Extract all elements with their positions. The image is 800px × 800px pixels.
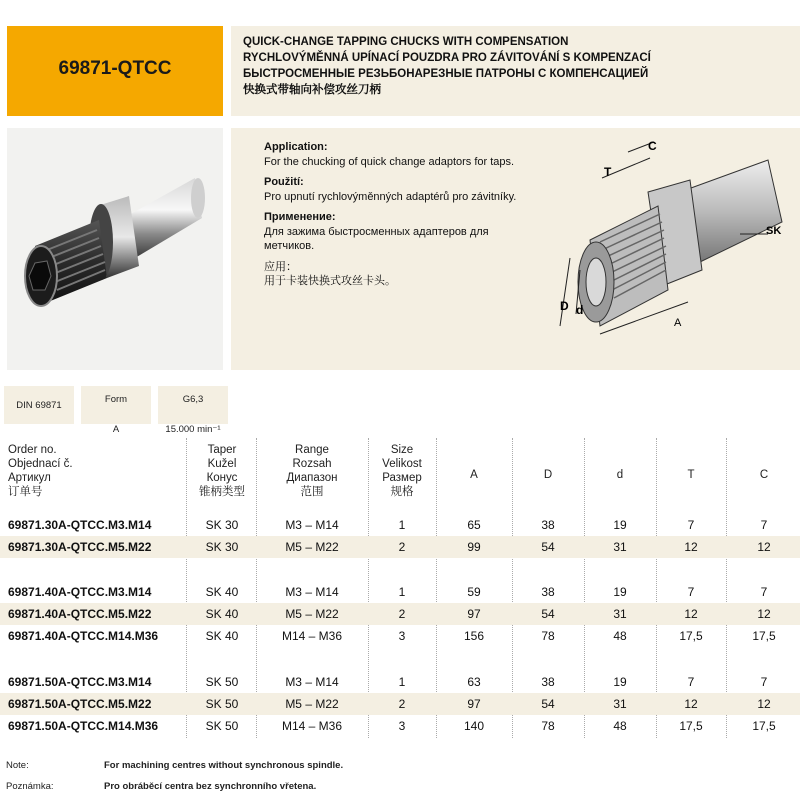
cell-a: 97 [467,697,481,711]
cell-d: 54 [541,607,555,621]
header-range [258,443,366,499]
cell-size: 3 [398,719,406,733]
cell-d: 31 [613,540,627,554]
cell-d: 38 [541,518,555,532]
cell-taper: SK 30 [205,540,239,554]
table-row [0,625,800,647]
header-size-ru: Размер [382,472,422,484]
diagram-label-sk: SK [766,225,782,237]
application-label-ru: Применение: [264,211,336,223]
diagram-label-t: T [604,165,612,179]
table-row [0,536,800,558]
cell-a: 65 [467,518,481,532]
cell-t: 12 [684,697,698,711]
table-row [0,581,800,603]
cell-d: 48 [613,629,627,643]
header-c: C [759,469,769,481]
order-number: 69871.50A-QTCC.M3.M14 [8,675,152,689]
header-size-cz: Velikost [382,458,422,470]
product-photo [7,128,223,370]
cell-size: 2 [398,540,406,554]
balance-grade: G6,3 [182,394,204,405]
cell-d: 38 [541,675,555,689]
cell-d: 31 [613,607,627,621]
title-cn: 快换式带轴向补偿攻丝刀柄 [243,84,381,96]
cell-t: 17,5 [679,629,703,643]
form-value: A [112,424,120,435]
title-en: QUICK-CHANGE TAPPING CHUCKS WITH COMPENSATION [243,36,569,48]
cell-taper: SK 30 [205,518,239,532]
header-size-en: Size [390,444,414,456]
application-label-en: Application: [264,141,328,153]
cell-a: 97 [467,607,481,621]
cell-taper: SK 50 [205,719,239,733]
note-text-en-bold: For machining centres without synchronous spindle. [104,760,344,771]
cell-a: 140 [463,719,485,733]
cell-t: 12 [684,540,698,554]
order-number: 69871.40A-QTCC.M5.M22 [8,607,152,621]
form-badge [81,386,151,435]
order-number: 69871.50A-QTCC.M14.M36 [8,719,159,733]
header-d-big: D [543,469,553,481]
cell-range: M5 – M22 [285,540,339,554]
din-badge [4,386,74,424]
order-number: 69871.30A-QTCC.M5.M22 [8,540,152,554]
cell-c: 17,5 [752,629,776,643]
cell-d: 38 [541,585,555,599]
cell-c: 12 [757,697,771,711]
cell-a: 63 [467,675,481,689]
header-taper-ru: Конус [206,472,238,484]
cell-d: 78 [541,629,555,643]
cell-d: 54 [541,540,555,554]
diagram-label-d-big: D [560,299,569,313]
tapping-chuck-photo-icon [7,128,223,370]
application-text-ru: Для зажима быстросменных адаптеров для метчиков. [264,225,489,252]
application-text [264,140,524,295]
cell-taper: SK 50 [205,675,239,689]
cell-size: 1 [398,585,406,599]
cell-a: 99 [467,540,481,554]
cell-range: M14 – M36 [281,629,343,643]
cell-range: M5 – M22 [285,607,339,621]
cell-size: 3 [398,629,406,643]
order-number: 69871.40A-QTCC.M14.M36 [8,629,159,643]
table-row [0,715,800,737]
cell-t: 7 [687,675,695,689]
header-taper [190,443,254,499]
header-d-small: d [616,469,624,481]
header-order [8,443,73,499]
title-cz: RYCHLOVÝMĚNNÁ UPÍNACÍ POUZDRA PRO ZÁVITOVÁNÍ S KOMPENZACÍ [243,52,651,64]
cell-taper: SK 40 [205,607,239,621]
balance-badge [158,386,228,435]
cell-c: 12 [757,607,771,621]
cell-range: M14 – M36 [281,719,343,733]
cell-t: 12 [684,607,698,621]
header-t: T [687,469,695,481]
title-box [231,26,800,116]
cell-c: 7 [760,675,768,689]
application-text-en: For the chucking of quick change adaptors for taps. [264,155,515,168]
header-taper-en: Taper [207,444,237,456]
cell-range: M3 – M14 [285,518,339,532]
product-code: 69871-QTCC [58,58,172,79]
header-a: A [470,469,478,481]
cell-d: 19 [613,518,627,532]
cell-t: 7 [687,585,695,599]
header-taper-cn: 锥柄类型 [199,486,245,498]
cell-size: 1 [398,675,406,689]
cell-d: 19 [613,585,627,599]
header-taper-cz: Kužel [207,458,237,470]
cell-d: 31 [613,697,627,711]
note-text-cz [104,781,316,792]
cell-t: 7 [687,518,695,532]
cell-size: 2 [398,607,406,621]
header-size-cn: 规格 [390,486,414,498]
table-row [0,671,800,693]
header-range-ru: Диапазон [286,472,338,484]
application-text-cn: 用于卡装快换式攻丝卡头。 [264,275,396,287]
cell-t: 17,5 [679,719,703,733]
header-order-ru: Артикул [8,472,51,484]
header-range-cz: Rozsah [292,458,332,470]
cell-taper: SK 50 [205,697,239,711]
cell-a: 156 [463,629,485,643]
order-number: 69871.30A-QTCC.M3.M14 [8,518,152,532]
cell-size: 2 [398,697,406,711]
cell-d: 78 [541,719,555,733]
form-label: Form [104,394,128,405]
cell-range: M3 – M14 [285,585,339,599]
max-speed: 15.000 min⁻¹ [165,424,221,435]
table-row [0,514,800,536]
diagram-label-c: C [648,139,657,153]
header-range-cn: 范围 [300,486,324,498]
note-label-en: Note: [6,760,29,771]
diagram-label-d-small: d [576,303,584,317]
header-range-en: Range [295,444,329,456]
cell-d: 48 [613,719,627,733]
application-label-cz: Použití: [264,176,304,188]
header-size [370,443,434,499]
cell-taper: SK 40 [205,585,239,599]
cell-c: 7 [760,518,768,532]
cell-taper: SK 40 [205,629,239,643]
table-row [0,693,800,715]
dimension-drawing [530,130,798,366]
cell-size: 1 [398,518,406,532]
cell-a: 59 [467,585,481,599]
note-text-en [104,760,343,771]
cell-c: 12 [757,540,771,554]
cell-range: M3 – M14 [285,675,339,689]
product-code-box [7,26,223,116]
header-order-en: Order no. [8,444,57,456]
cell-d: 54 [541,697,555,711]
table-row [0,603,800,625]
header-order-cz: Objednací č. [8,458,73,470]
cell-c: 7 [760,585,768,599]
order-number: 69871.40A-QTCC.M3.M14 [8,585,152,599]
cell-c: 17,5 [752,719,776,733]
order-number: 69871.50A-QTCC.M5.M22 [8,697,152,711]
header-order-cn: 订单号 [8,486,43,498]
application-label-cn: 应用： [264,260,297,273]
cell-d: 19 [613,675,627,689]
din-text: DIN 69871 [16,400,62,411]
note-text-cz-bold: Pro obráběcí centra bez synchronního vřetena. [104,781,317,792]
note-label-cz: Poznámka: [6,781,54,792]
title-ru: БЫСТРОСМЕННЫЕ РЕЗЬБОНАРЕЗНЫЕ ПАТРОНЫ С КОМПЕНСАЦИЕЙ [243,68,649,80]
diagram-label-a: A [674,317,682,329]
cell-range: M5 – M22 [285,697,339,711]
application-text-cz: Pro upnutí rychlovýměnných adaptérů pro závitníky. [264,190,517,203]
